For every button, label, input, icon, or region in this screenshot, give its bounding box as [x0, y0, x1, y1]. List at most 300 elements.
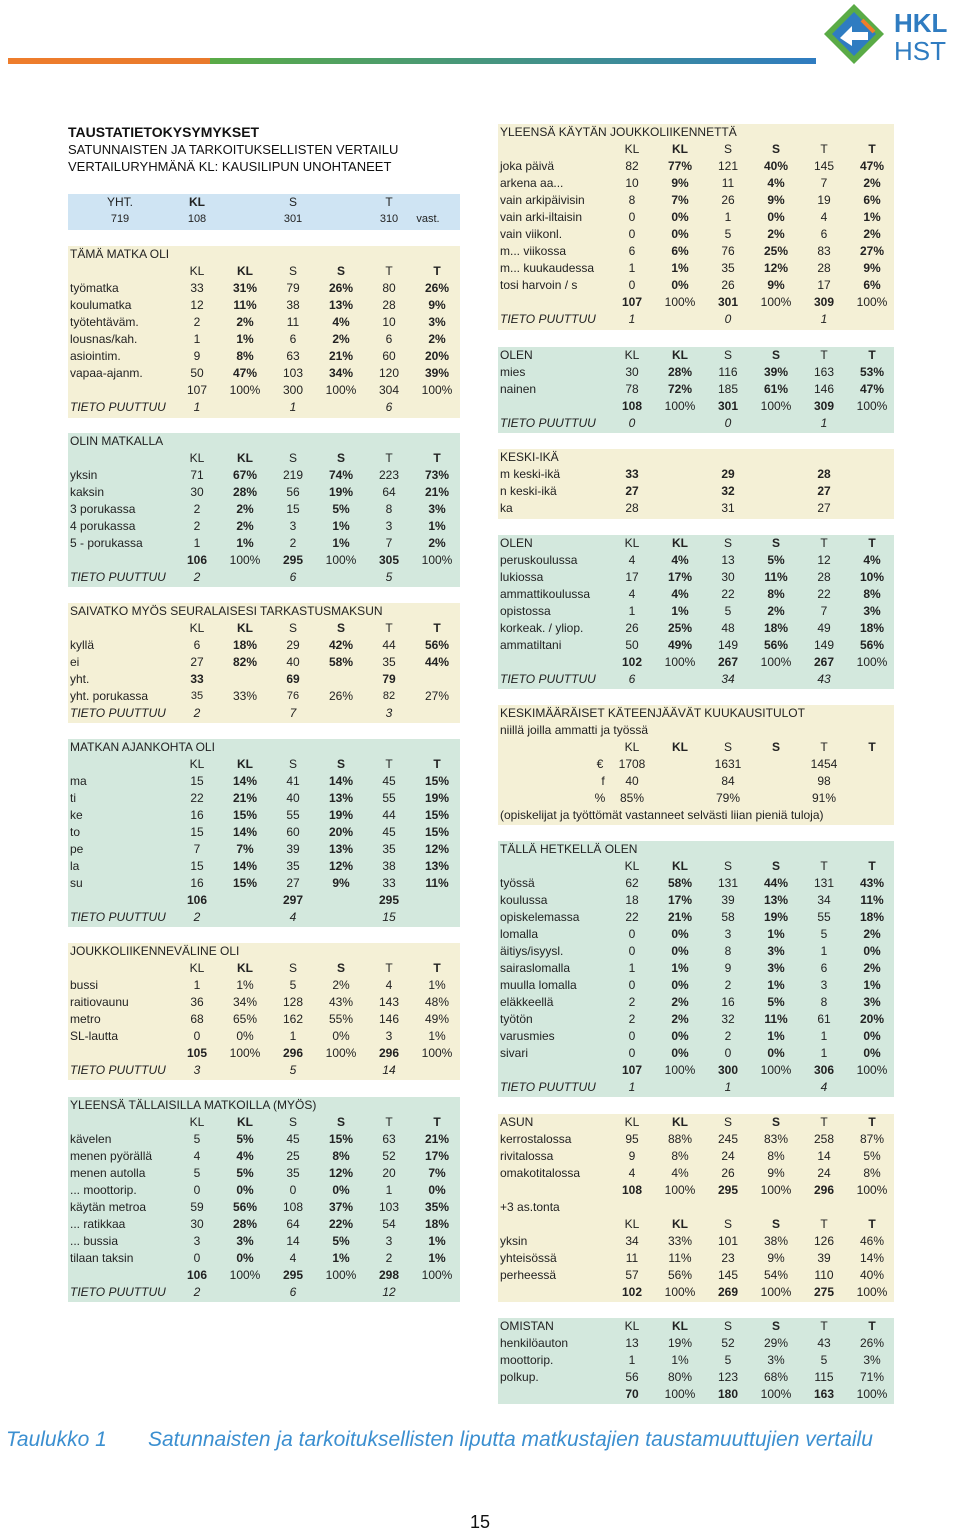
- table-cell: 1631: [714, 757, 742, 771]
- table-cell: 32: [721, 484, 735, 498]
- table-cell: 296: [378, 1046, 400, 1060]
- table-cell: S: [723, 740, 733, 754]
- table-cell: T: [433, 961, 441, 975]
- table-row: [498, 1216, 894, 1233]
- table-cell: 6: [385, 400, 393, 414]
- row-label: ma: [70, 774, 87, 788]
- table-cell: 4%: [671, 587, 689, 601]
- table-row: [498, 1233, 894, 1250]
- table-cell: 0%: [332, 1029, 350, 1043]
- table-cell: 100%: [325, 1268, 357, 1282]
- table-cell: 100%: [229, 553, 261, 567]
- table-cell: 84: [721, 774, 735, 788]
- table-cell: 1: [628, 604, 636, 618]
- table-cell: 83: [817, 244, 831, 258]
- table-cell: 6: [628, 244, 636, 258]
- table-cell: 1%: [863, 210, 881, 224]
- table-cell: 24: [817, 1166, 831, 1180]
- row-label: kerrostalossa: [500, 1132, 572, 1146]
- table-cell: 47%: [859, 382, 885, 396]
- row-label: menen pyörällä: [70, 1149, 153, 1163]
- table-cell: 44: [382, 638, 396, 652]
- table-cell: 80: [382, 281, 396, 295]
- table-cell: 11%: [668, 1251, 692, 1265]
- table-cell: 7%: [236, 842, 254, 856]
- table-cell: 295: [282, 1268, 304, 1282]
- table-cell: S: [288, 1115, 298, 1129]
- table-cell: 58%: [328, 655, 354, 669]
- table-cell: 11%: [233, 298, 257, 312]
- table-cell: 1%: [332, 536, 350, 550]
- table-cell: 6: [289, 1285, 297, 1299]
- table-cell: 28: [817, 467, 831, 481]
- table-cell: 71: [190, 468, 204, 482]
- table-cell: 100%: [856, 295, 888, 309]
- table-cell: 304: [378, 383, 400, 397]
- table-cell: KL: [237, 961, 253, 975]
- table-cell: T: [820, 740, 828, 754]
- table-cell: 7: [385, 536, 393, 550]
- table-asun: [498, 1114, 894, 1302]
- table-row: [68, 654, 460, 671]
- table-cell: 100%: [856, 1063, 888, 1077]
- row-label: TIETO PUUTTUU: [70, 1285, 166, 1299]
- table-row: [498, 603, 894, 620]
- table-koulutus: [498, 535, 894, 689]
- table-cell: 8: [724, 944, 732, 958]
- table-cell: 1%: [236, 536, 254, 550]
- table-cell: 28%: [232, 485, 258, 499]
- table-cell: 44%: [424, 655, 450, 669]
- table-cell: 0: [628, 978, 636, 992]
- table-cell: 58: [721, 910, 735, 924]
- table-cell: 8%: [863, 1166, 881, 1180]
- table-cell: KL: [624, 142, 640, 156]
- table-row: [498, 158, 894, 175]
- table-cell: 0%: [767, 210, 785, 224]
- table-cell: 39: [817, 1251, 831, 1265]
- table-cell: 56: [286, 485, 300, 499]
- table-row: [68, 824, 460, 841]
- table-row: [68, 280, 460, 297]
- table-cell: 5: [724, 1353, 732, 1367]
- table-cell: 56%: [763, 638, 789, 652]
- table-cell: 1: [193, 978, 201, 992]
- table-cell: 15%: [232, 876, 258, 890]
- table-row: [68, 1284, 460, 1301]
- table-cell: 12: [190, 298, 204, 312]
- row-label: pe: [70, 842, 84, 856]
- table-cell: 101: [717, 1234, 739, 1248]
- table-cell: 301: [717, 399, 739, 413]
- table-cell: 9: [724, 961, 732, 975]
- table-cell: 106: [186, 1268, 208, 1282]
- row-label: TIETO PUUTTUU: [500, 672, 596, 686]
- table-cell: 38: [286, 298, 300, 312]
- table-cell: 33%: [667, 1234, 693, 1248]
- table-cell: S: [288, 961, 298, 975]
- table-cell: 13%: [328, 842, 354, 856]
- table-cell: 23: [721, 1251, 735, 1265]
- table-cell: 100%: [856, 1285, 888, 1299]
- table-cell: 9%: [767, 193, 785, 207]
- table-cell: 3%: [428, 502, 446, 516]
- row-label: tosi harvoin / s: [500, 278, 578, 292]
- table-row: [498, 552, 894, 569]
- table-cell: 2%: [767, 227, 785, 241]
- table-cell: 8%: [767, 587, 785, 601]
- table-row: [498, 226, 894, 243]
- table-cell: 39%: [763, 365, 789, 379]
- row-label: henkilöauton: [500, 1336, 569, 1350]
- table-row: [498, 671, 894, 688]
- table-cell: 0: [289, 1183, 297, 1197]
- table-cell: 18%: [859, 621, 885, 635]
- table-row: [498, 381, 894, 398]
- column-header: KL: [624, 1115, 640, 1129]
- table-cell: 258: [813, 1132, 835, 1146]
- table-cell: 11%: [860, 893, 884, 907]
- row-label: perheessä: [500, 1268, 557, 1282]
- table-cell: 56%: [232, 1200, 258, 1214]
- table-cell: 14: [286, 1234, 300, 1248]
- table-cell: 2: [193, 706, 201, 720]
- table-cell: 0%: [236, 1251, 254, 1265]
- table-cell: 82%: [232, 655, 258, 669]
- table-cell: 107: [186, 383, 208, 397]
- row-label: 4 porukassa: [70, 519, 136, 533]
- table-cell: 100%: [421, 1046, 453, 1060]
- table-cell: 100%: [421, 1268, 453, 1282]
- table-cell: 3: [385, 1029, 393, 1043]
- table-title: ASUN: [500, 1115, 534, 1129]
- table-cell: 296: [813, 1183, 835, 1197]
- table-cell: 15: [190, 774, 204, 788]
- table-row: [498, 790, 894, 807]
- table-cell: 39%: [424, 366, 450, 380]
- table-cell: 21%: [424, 1132, 450, 1146]
- table-cell: 100%: [664, 399, 696, 413]
- row-label: ke: [70, 808, 83, 822]
- table-cell: 0: [193, 1251, 201, 1265]
- table-cell: 2%: [767, 604, 785, 618]
- row-label: työmatka: [70, 281, 119, 295]
- table-cell: 100%: [760, 1063, 792, 1077]
- table-row: [68, 1062, 460, 1079]
- table-cell: 5%: [332, 1234, 350, 1248]
- table-cell: 8%: [767, 1149, 785, 1163]
- table-cell: 16: [190, 808, 204, 822]
- table-cell: 100%: [664, 1285, 696, 1299]
- table-cell: 128: [282, 995, 304, 1009]
- table-cell: S: [336, 961, 346, 975]
- table-cell: 5%: [332, 502, 350, 516]
- table-row: [498, 909, 894, 926]
- table-cell: 1%: [332, 519, 350, 533]
- table-row: [498, 1165, 894, 1182]
- table-cell: 4: [193, 1149, 201, 1163]
- table-cell: 33%: [232, 689, 258, 703]
- table-row: [498, 1182, 894, 1199]
- column-header: S: [771, 536, 781, 550]
- table-cell: KL: [672, 740, 688, 754]
- table-cell: 0: [628, 227, 636, 241]
- table-row: [498, 1352, 894, 1369]
- table-cell: 28%: [667, 365, 693, 379]
- table-ika: [498, 449, 894, 519]
- table-cell: 19%: [328, 808, 354, 822]
- table-cell: 4%: [332, 315, 350, 329]
- table-cell: 33: [625, 467, 639, 481]
- table-cell: S: [723, 859, 733, 873]
- column-header: S: [723, 348, 733, 362]
- table-cell: 301: [283, 213, 303, 225]
- table-row: [68, 841, 460, 858]
- table-cell: 6: [820, 961, 828, 975]
- table-cell: 24: [721, 1149, 735, 1163]
- table-cell: 8: [628, 193, 636, 207]
- table-row: [68, 484, 460, 501]
- row-label: tilaan taksin: [70, 1251, 134, 1265]
- table-cell: 2: [193, 502, 201, 516]
- table-cell: 18: [625, 893, 639, 907]
- table-cell: 78: [625, 382, 639, 396]
- table-cell: 163: [813, 1387, 835, 1401]
- table-cell: 105: [186, 1046, 208, 1060]
- table-cell: KL: [189, 264, 205, 278]
- table-cell: 131: [717, 876, 739, 890]
- table-cell: 5: [820, 1353, 828, 1367]
- row-label: opiskelemassa: [500, 910, 580, 924]
- table-cell: 146: [378, 1012, 400, 1026]
- table-cell: 3%: [767, 961, 785, 975]
- table-cell: 34: [721, 672, 735, 686]
- table-cell: 6: [193, 638, 201, 652]
- table-cell: 1%: [428, 519, 446, 533]
- table-cell: 0%: [671, 1029, 689, 1043]
- row-label: TIETO PUUTTUU: [500, 1080, 596, 1094]
- table-title: TÄMÄ MATKA OLI: [70, 247, 170, 261]
- table-cell: 7%: [671, 193, 689, 207]
- table-row: [68, 1131, 460, 1148]
- table-cell: 56%: [424, 638, 450, 652]
- table-cell: 11: [721, 176, 735, 190]
- table-row: [68, 1114, 460, 1131]
- table-cell: 5: [385, 570, 393, 584]
- table-cell: 6: [385, 332, 393, 346]
- table-cell: 185: [717, 382, 739, 396]
- table-cell: 1%: [428, 1234, 446, 1248]
- table-cell: 108: [621, 399, 643, 413]
- table-row: [68, 960, 460, 977]
- table-cell: 25%: [763, 244, 789, 258]
- table-cell: 11%: [425, 876, 449, 890]
- table-cell: S: [336, 451, 346, 465]
- table-row: [498, 466, 894, 483]
- column-header: KL: [672, 1319, 688, 1333]
- table-cell: 4%: [671, 1166, 689, 1180]
- table-cell: 14: [382, 1063, 396, 1077]
- table-cell: 309: [813, 399, 835, 413]
- table-cell: 267: [717, 655, 739, 669]
- column-header: T: [868, 536, 876, 550]
- table-row: [498, 739, 894, 756]
- table-cell: KL: [624, 740, 640, 754]
- table-cell: 305: [378, 553, 400, 567]
- table-cell: 223: [378, 468, 400, 482]
- table-cell: 8%: [236, 349, 254, 363]
- table-cell: 1: [820, 944, 828, 958]
- table-cell: 27%: [424, 689, 450, 703]
- row-label: työtön: [500, 1012, 533, 1026]
- table-cell: 0%: [863, 944, 881, 958]
- table-cell: 6: [820, 227, 828, 241]
- table-cell: 6%: [863, 278, 881, 292]
- table-cell: S: [723, 1217, 733, 1231]
- table-cell: T: [433, 757, 441, 771]
- row-label: m... viikossa: [500, 244, 567, 258]
- table-cell: 19%: [667, 1336, 693, 1350]
- table-cell: 45: [382, 825, 396, 839]
- table-cell: 2: [628, 995, 636, 1009]
- table-row: [498, 483, 894, 500]
- table-row: [68, 535, 460, 552]
- table-row: [498, 1386, 894, 1403]
- table-cell: 1: [193, 400, 201, 414]
- table-cell: 62: [625, 876, 639, 890]
- row-label: menen autolla: [70, 1166, 146, 1180]
- table-cell: 1%: [236, 978, 254, 992]
- table-cell: 53%: [859, 365, 885, 379]
- table-cell: 2%: [236, 502, 254, 516]
- table-cell: 40: [286, 791, 300, 805]
- table-row: [498, 500, 894, 517]
- table-row: [498, 1335, 894, 1352]
- table-cell: 34: [625, 1234, 639, 1248]
- table-cell: 64: [382, 485, 396, 499]
- table-cell: 20: [382, 1166, 396, 1180]
- table-row: [68, 1199, 460, 1216]
- table-cell: 8%: [332, 1149, 350, 1163]
- table-cell: 28: [817, 261, 831, 275]
- table-cell: 3: [385, 1234, 393, 1248]
- table-cell: 0: [628, 927, 636, 941]
- table-cell: 5: [193, 1166, 201, 1180]
- table-cell: 20%: [859, 1012, 885, 1026]
- table-cell: 108: [282, 1200, 304, 1214]
- table-cell: 297: [282, 893, 304, 907]
- table-cell: T: [385, 451, 393, 465]
- table-row: [68, 552, 460, 569]
- table-cell: 76: [721, 244, 735, 258]
- table-cell: 35: [382, 655, 396, 669]
- table-cell: 26: [721, 1166, 735, 1180]
- row-label: SL-lautta: [70, 1029, 119, 1043]
- column-header: T: [868, 1319, 876, 1333]
- table-cell: KL: [189, 961, 205, 975]
- table-cell: 15: [190, 825, 204, 839]
- table-cell: 6: [289, 332, 297, 346]
- table-cell: 28%: [232, 1217, 258, 1231]
- column-header: S: [723, 536, 733, 550]
- table-cell: 5: [724, 604, 732, 618]
- table-cell: 31: [721, 501, 735, 515]
- column-header: S: [771, 1319, 781, 1333]
- table-row: [498, 1079, 894, 1096]
- table-row: [68, 1148, 460, 1165]
- table-cell: 9%: [428, 298, 446, 312]
- table-cell: 22: [190, 791, 204, 805]
- table-cell: 103: [378, 1200, 400, 1214]
- table-title: KESKI-IKÄ: [500, 450, 559, 464]
- row-label: ei: [70, 655, 80, 669]
- table-row: [68, 1182, 460, 1199]
- row-label: yhteisössä: [500, 1251, 557, 1265]
- table-cell: KL: [189, 1115, 205, 1129]
- table-cell: 21%: [232, 791, 258, 805]
- table-cell: 13: [721, 553, 735, 567]
- table-cell: 26%: [328, 281, 354, 295]
- table-cell: 32: [721, 1012, 735, 1026]
- row-label: käytän metroa: [70, 1200, 147, 1214]
- table-cell: KL: [672, 142, 688, 156]
- table-cell: 82: [625, 159, 639, 173]
- table-cell: 5%: [236, 1166, 254, 1180]
- table-row: [68, 807, 460, 824]
- table-cell: 0: [724, 416, 732, 430]
- table-cell: 27: [190, 655, 204, 669]
- table-cell: 3: [385, 519, 393, 533]
- table-row: [68, 365, 460, 382]
- table-cell: 46%: [859, 1234, 885, 1248]
- table-cell: 100%: [325, 383, 357, 397]
- table-cell: 149: [717, 638, 739, 652]
- table-cell: 145: [717, 1268, 739, 1282]
- table-cell: 11: [625, 1251, 639, 1265]
- table-cell: 33: [190, 281, 204, 295]
- table-row: [68, 892, 460, 909]
- table-cell: 100%: [229, 1046, 261, 1060]
- table-cell: 6: [628, 672, 636, 686]
- table-cell: 64: [286, 1217, 300, 1231]
- table-cell: 21%: [667, 910, 693, 924]
- hkl-logo: [822, 2, 954, 66]
- table-cell: 1%: [767, 978, 785, 992]
- table-cell: 103: [282, 366, 304, 380]
- table-cell: T: [385, 1115, 393, 1129]
- table-cell: 0%: [332, 1183, 350, 1197]
- table-cell: 2%: [428, 332, 446, 346]
- table-cell: 1%: [236, 332, 254, 346]
- table-row: [498, 756, 894, 773]
- table-title: SAIVATKO MYÖS SEURALAISESI TARKASTUSMAKSUN: [70, 604, 383, 618]
- table-cell: 22%: [328, 1217, 354, 1231]
- table-cell: 2%: [236, 519, 254, 533]
- table-cell: 13: [625, 1336, 639, 1350]
- table-cell: 3: [820, 978, 828, 992]
- table-cell: S: [336, 621, 346, 635]
- row-label: ammatiltani: [500, 638, 562, 652]
- page-title: TAUSTATIETOKYSYMYKSET: [68, 124, 260, 140]
- row-label: metro: [70, 1012, 101, 1026]
- table-cell: 0%: [863, 1046, 881, 1060]
- row-label: TIETO PUUTTUU: [70, 706, 166, 720]
- table-cell: 36: [190, 995, 204, 1009]
- table-row: [68, 194, 460, 211]
- table-saivatko: [68, 603, 460, 723]
- table-cell: T: [433, 621, 441, 635]
- table-cell: 38%: [763, 1234, 789, 1248]
